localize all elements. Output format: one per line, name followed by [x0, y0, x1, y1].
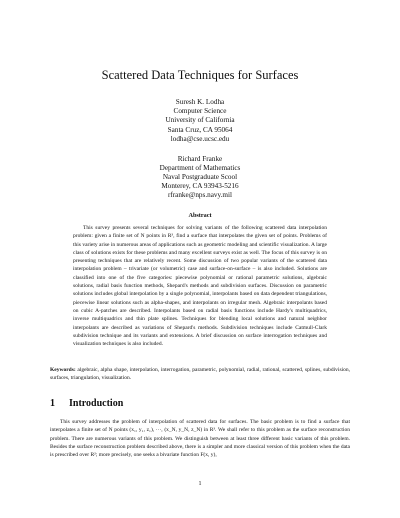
keywords-list: algebraic, alpha shape, interpolation, interrogation, parametric, polynomial, radial, rational, scattered, splines, subdivision, surfaces, triangulation, visualization. — [50, 367, 350, 382]
author-email: lodha@cse.ucsc.edu — [170, 134, 230, 143]
author-institution: University of California — [165, 116, 235, 125]
author-address: Santa Cruz, CA 95064 — [167, 125, 233, 134]
author-name: Richard Franke — [177, 154, 223, 163]
keywords-label: Keywords: — [50, 367, 76, 373]
section-number: 1 — [50, 398, 55, 409]
section-body-text: This survey addresses the problem of interpolation of scattered data for surfaces. The basic problem is to find a surface that interpolates a finite set of N points (x₁, y₁, z₁), ···, (x_N, y_N, z_N) in R³. We shall refer to this problem as the surface reconstruction problem. There are numerous variants of this problem. We distinguish between at least three different basic variants of this problem. Besides the surface reconstruction problem described above, there is a simpler and more classical version of this problem when the data is prescribed over R²; more precisely, one seeks a bivariate function F(x, y), — [50, 419, 350, 459]
author-block-1 — [0, 98, 400, 144]
author-email: rfranke@nps.navy.mil — [167, 191, 233, 200]
paper-title: Scattered Data Techniques for Surfaces — [101, 68, 299, 82]
author-institution: Naval Postgraduate Scool — [162, 172, 238, 181]
author-name: Suresh K. Lodha — [175, 98, 225, 106]
keywords — [50, 366, 350, 382]
section-title: Introduction — [69, 398, 124, 409]
author-block-2 — [0, 155, 400, 201]
author-list — [0, 98, 400, 201]
author-department: Computer Science — [173, 107, 227, 116]
author-address: Monterey, CA 93943-5216 — [161, 182, 239, 191]
author-department: Department of Mathematics — [159, 163, 241, 172]
section-heading — [50, 398, 123, 409]
abstract-text: This survey presents several techniques for solving variants of the following scattered data interpolation problem: given a finite set of N points in R³, find a surface that interpolates the given set of points. Problems of this variety arise in numerous areas of applications such as geometric modeling and scientific visualization. A large class of solutions exists for these problems and many excellent surveys exist as well. The focus of this survey is on presenting techniques that are relatively recent. Some discussion of two popular variants of the scattered data interpolation problem – trivariate (or volumetric) case and surface-on-surface – is also included. Solutions are classified into one of the five categories: piecewise polynomial or rational parametric solutions, algebraic solutions, radial basis function methods, Shepard's methods and subdivision surfaces. Discussion on parametric solutions includes global interpolation by a single polynomial, interpolants based on data dependent triangulations, piecewise linear solutions such as alpha-shapes, and interpolants on irregular mesh. Algebraic interpolants based on cubic A-patches are described. Interpolants based on radial basis functions include Hardy's multiquadrics, inverse multiquadrics and thin plate splines. Techniques for blending local solutions and natural neighbor interpolants are described as variations of Shepard's methods. Subdivision techniques include Catmull-Clark subdivision technique and its variants and extensions. A brief discussion on surface interrogation techniques and visualization techniques is also included. — [73, 225, 327, 348]
abstract-heading: Abstract — [188, 212, 212, 219]
page-number: 1 — [198, 481, 202, 487]
